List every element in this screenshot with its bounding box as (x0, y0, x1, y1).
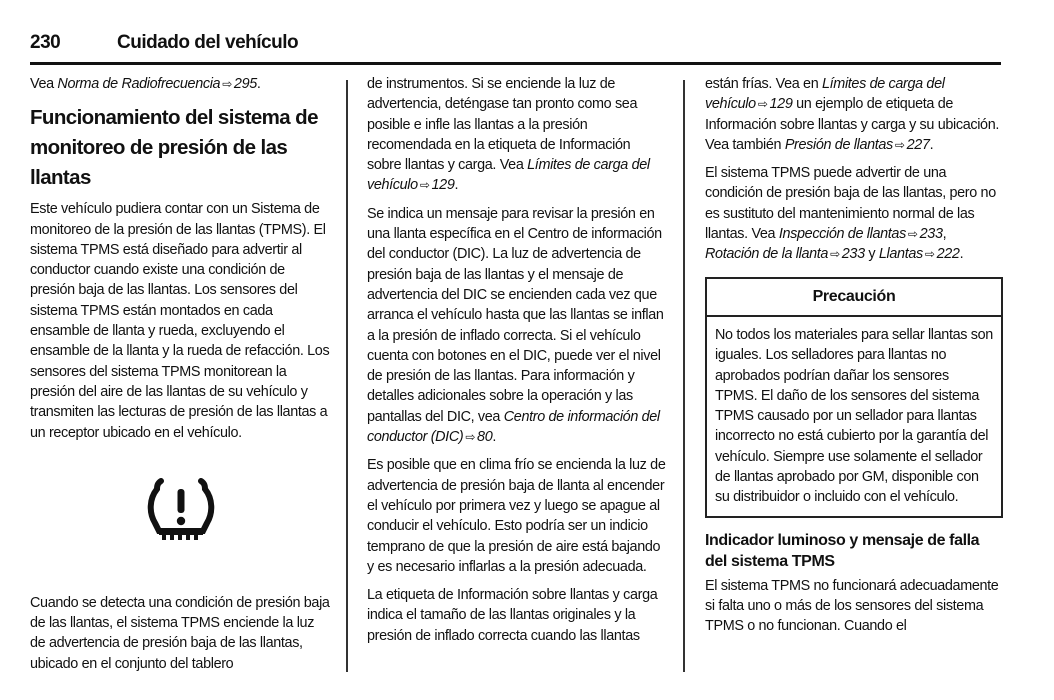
paragraph: están frías. Vea en Límites de carga del vehículo ⇨ 129 un ejemplo de etiqueta de Información sobre llantas y carga y su ubicación. Vea también Presión de llantas ⇨ 227. (705, 76, 1000, 153)
page-arrow-icon: ⇨ (419, 178, 430, 193)
section-title: Cuidado del vehículo (117, 32, 299, 53)
page-reference[interactable]: 129 (769, 96, 793, 113)
page-arrow-icon: ⇨ (222, 77, 232, 91)
cross-reference-link[interactable]: Norma de Radiofrecuencia (57, 76, 221, 92)
column-divider (346, 80, 348, 672)
cross-reference-link[interactable]: Presión de llantas (784, 136, 893, 153)
cross-reference-link[interactable]: Límites de carga del vehículo (367, 157, 650, 194)
tire-pressure-warning-icon (145, 473, 217, 545)
column-2 (367, 74, 667, 654)
cross-reference-link[interactable]: Límites de carga del vehículo (705, 76, 945, 113)
page-arrow-icon: ⇨ (924, 247, 935, 262)
page-arrow-icon: ⇨ (465, 430, 476, 445)
paragraph: Este vehículo pudiera contar con un Sistema de monitoreo de la presión de las llantas (TPMS). El sistema TPMS está diseñado para advertir al conductor cuando existe una condición de presión baja de las llantas. Los sensores del sistema TPMS están montados en cada ensamble de llanta y rueda, excluyendo el ensamble de la llanta y la rueda de refacción. Los sensores del sistema TPMS monitorean la presión del aire de las llantas de su vehículo y transmiten las lecturas de presión de las llantas a un receptor ubicado en el vehículo. (30, 201, 330, 441)
page-reference[interactable]: 80 (477, 429, 493, 446)
paragraph: Se indica un mensaje para revisar la presión en una llanta específica en el Centro de información del conductor (DIC). La luz de advertencia de presión baja de las llantas y el mensaje de advertencia del DIC se encienden cada vez que arranca el vehículo hasta que las llantas se inflan a la presión de inflado correcta. Si el vehículo cuenta con botones en el DIC, puede ver el nivel de presión de las llantas. Para información y detalles adicionales sobre la operación y las pantallas del DIC, vea Centro de información del conductor (DIC) ⇨ 80. (367, 205, 664, 446)
column-divider (683, 80, 685, 672)
paragraph: Es posible que en clima frío se encienda la luz de advertencia de presión baja de llanta al encender el vehículo por primera vez y luego se apague al conducir el vehículo. Esto podría ser un indicio temprano de que la presión de aire está bajando y es necesario inflarlas a la presión adecuada. (367, 457, 666, 575)
caution-body: No todos los materiales para sellar llantas son iguales. Los selladores para llantas no aprobados podrían dañar los sensores TPMS. El daño de los sensores del sistema TPMS causado por un sellador para llantas incorrecto no está cubierto por la garantía del vehículo. Siempre use solamente el sellador de llantas aprobado por GM, disponible con su distribuidor o incluido con el vehículo. (715, 326, 993, 506)
page-arrow-icon: ⇨ (757, 97, 768, 112)
paragraph: El sistema TPMS no funcionará adecuadamente si falta uno o más de los sensores del sistema TPMS o no funcionan. Cuando el (705, 577, 999, 635)
see-reference: Vea Norma de Radiofrecuencia ⇨ 295. (30, 76, 261, 92)
page-reference[interactable]: 295 (233, 76, 257, 92)
caution-box (705, 277, 1003, 518)
paragraph: La etiqueta de Información sobre llantas y carga indica el tamaño de las llantas originales y la presión de inflado correcta cuando las llantas (367, 587, 658, 644)
cross-reference-link[interactable]: Inspección de llantas (778, 226, 906, 243)
page-arrow-icon: ⇨ (894, 137, 905, 152)
page-arrow-icon: ⇨ (907, 227, 918, 242)
page-reference[interactable]: 233 (841, 246, 865, 263)
cross-reference-link[interactable]: Llantas (878, 246, 923, 263)
caution-title: Precaución (707, 279, 1001, 317)
section-heading: Funcionamiento del sistema de monitoreo de presión de las llantas (30, 106, 318, 190)
page-reference[interactable]: 222 (936, 246, 960, 263)
paragraph: de instrumentos. Si se enciende la luz de advertencia, deténgase tan pronto como sea posible e infle las llantas a la presión recomendada en la etiqueta de Información sobre llantas y carga. Vea Límites de carga del vehículo ⇨ 129. (367, 76, 650, 194)
paragraph: Cuando se detecta una condición de presión baja de las llantas, el sistema TPMS enciende la luz de advertencia de presión baja de las llantas, ubicado en el conjunto del tablero (30, 594, 330, 672)
page-reference[interactable]: 233 (919, 226, 943, 243)
cross-reference-link[interactable]: Centro de información del conductor (DIC) (367, 408, 660, 446)
column-1 (30, 74, 330, 682)
page-reference[interactable]: 227 (906, 136, 930, 153)
column-3 (705, 74, 1003, 645)
page-header (30, 30, 1001, 65)
page-number: 230 (30, 32, 61, 53)
page-arrow-icon: ⇨ (830, 247, 840, 262)
page-reference[interactable]: 129 (431, 177, 455, 194)
paragraph: El sistema TPMS puede advertir de una condición de presión baja de las llantas, pero no es sustituto del mantenimiento normal de las llantas. Vea Inspección de llantas ⇨ 233, Rotación de la llanta ⇨ 233 y Llantas ⇨ 222. (705, 165, 996, 263)
cross-reference-link[interactable]: Rotación de la llanta (705, 246, 829, 263)
subsection-heading: Indicador luminoso y mensaje de falla del sistema TPMS (705, 531, 980, 570)
